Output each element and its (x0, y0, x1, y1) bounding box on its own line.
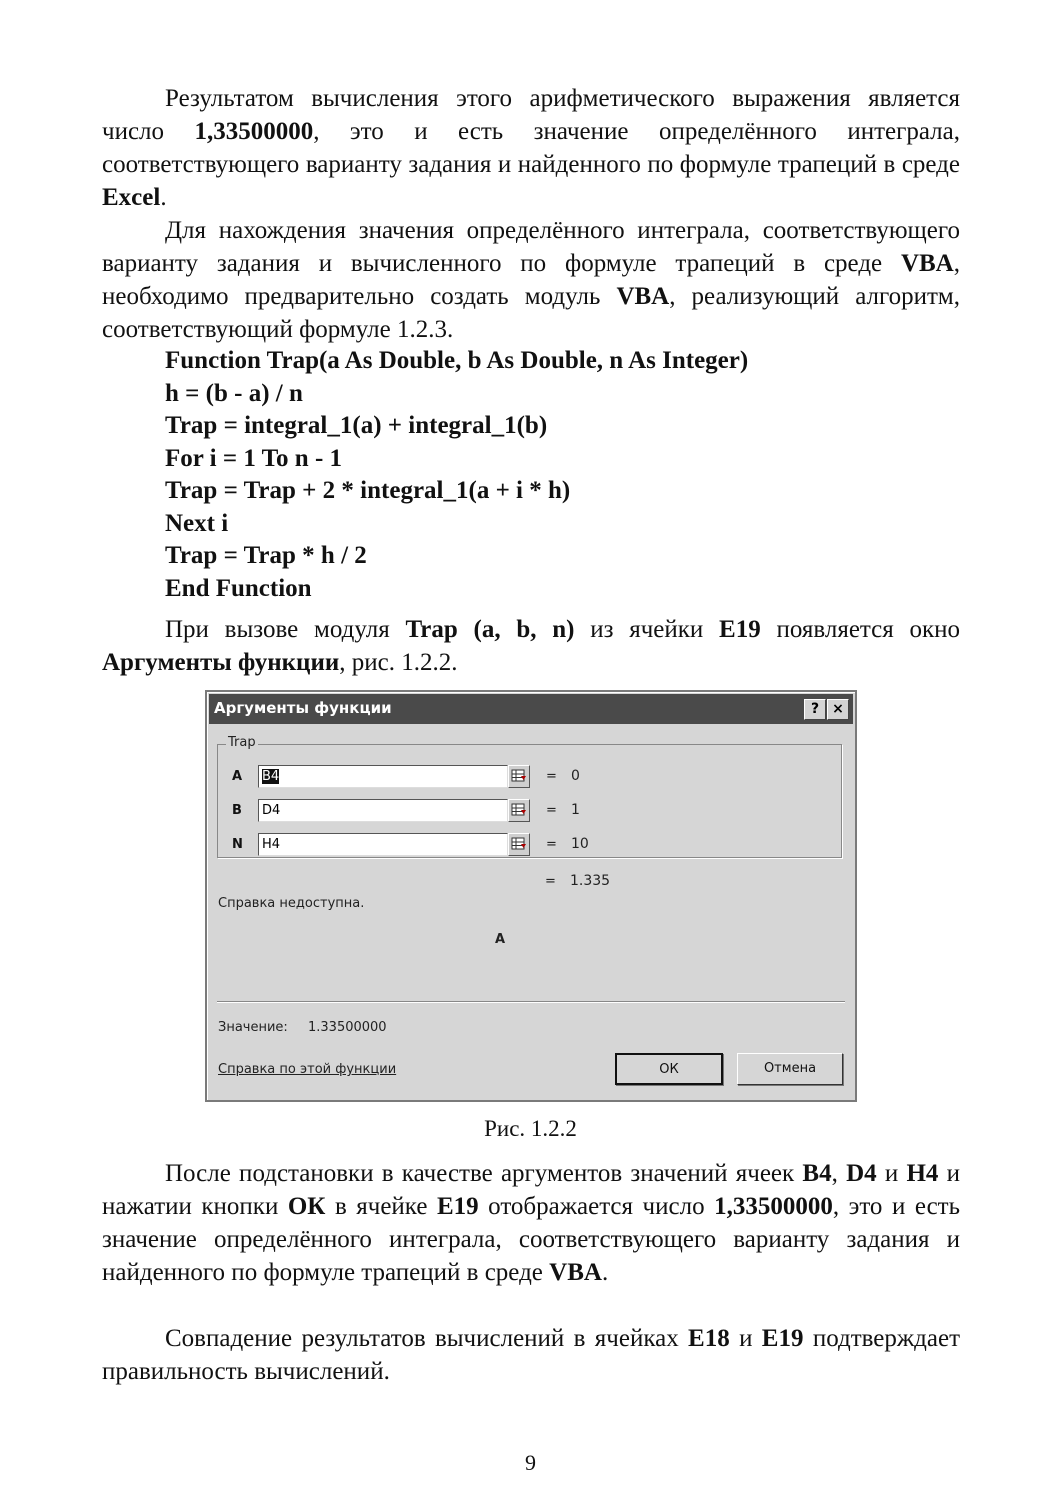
arg-n-label: N (232, 837, 243, 852)
ok-button[interactable]: ОК (615, 1053, 723, 1085)
arg-n-result: 10 (571, 836, 589, 852)
arg-a-label: A (232, 769, 243, 784)
code-line: Trap = Trap + 2 * integral_1(a + i * h) (165, 477, 571, 504)
page-number: 9 (525, 1450, 536, 1475)
arg-b-label: B (232, 803, 242, 818)
code-line: Next i (165, 509, 229, 537)
arg-n-eq: = (546, 837, 557, 852)
collapse-dialog-button[interactable] (508, 765, 530, 788)
divider (217, 1001, 845, 1003)
range-select-icon (511, 768, 527, 784)
code-line: Trap = integral_1(a) + integral_1(b) (165, 412, 548, 439)
collapse-dialog-button[interactable] (508, 799, 530, 822)
arg-b-eq: = (546, 803, 557, 818)
range-select-icon (511, 802, 527, 818)
code-line: For i = 1 To n - 1 (165, 444, 343, 472)
code-line: h = (b - a) / n (165, 379, 303, 407)
dialog-titlebar[interactable] (209, 694, 853, 724)
function-arguments-dialog (205, 690, 857, 1102)
range-select-icon (511, 836, 527, 852)
total-result: 1.335 (570, 873, 611, 889)
paragraph-3: При вызове модуля Trap (a, b, n) из ячейки E19 появляется окно Аргументы функции, рис. 1.2.2. (102, 616, 961, 676)
function-help-link[interactable]: Справка по этой функции (218, 1062, 397, 1077)
paragraph-2: Для нахождения значения определённого интеграла, соответствующего варианту задания и вычисленного по формуле трапеций в среде VBA, необходимо предварительно создать модуль VBA, реализующий алгоритм, соответствующий формуле 1.2.3. (102, 217, 961, 343)
paragraph-4: После подстановки в качестве аргументов значений ячеек B4, D4 и H4 и нажатии кнопки ОК в ячейке E19 отображается число 1,33500000, это и есть значение определённого интеграла, соответствующего варианту задания и найденного по формуле трапеций в среде VBA. (102, 1160, 961, 1286)
value-text: 1.33500000 (308, 1020, 387, 1035)
arg-b-input[interactable]: D4 (258, 799, 508, 822)
current-argument-name: A (495, 932, 506, 947)
code-line: End Function (165, 574, 312, 602)
cancel-button[interactable]: Отмена (737, 1053, 843, 1085)
arg-b-result: 1 (571, 802, 580, 818)
arg-a-result: 0 (571, 768, 580, 784)
vba-code-block (165, 345, 748, 605)
arg-a-input[interactable]: B4 (258, 765, 508, 788)
arguments-group (217, 735, 842, 858)
dialog-title: Аргументы функции (214, 699, 392, 717)
arg-a-eq: = (546, 769, 557, 784)
collapse-dialog-button[interactable] (508, 833, 530, 856)
total-eq: = (545, 874, 556, 889)
value-label: Значение: (218, 1020, 288, 1035)
paragraph-5: Совпадение результатов вычислений в ячейках E18 и E19 подтверждает правильность вычислений. (102, 1325, 960, 1385)
group-label: Trap (228, 735, 256, 750)
paragraph-1: Результатом вычисления этого арифметического выражения является число 1,33500000, это и есть значение определённого интеграла, соответствующего варианту задания и найденного по формуле трапеций в среде Excel. (102, 85, 961, 211)
close-button[interactable]: × (827, 699, 849, 720)
code-line: Function Trap(a As Double, b As Double, n As Integer) (165, 347, 749, 374)
help-button[interactable]: ? (804, 699, 826, 720)
arg-n-input[interactable]: H4 (258, 833, 508, 856)
code-line: Trap = Trap * h / 2 (165, 542, 367, 569)
help-unavailable-text: Справка недоступна. (218, 896, 365, 911)
figure-caption: Рис. 1.2.2 (484, 1116, 577, 1141)
